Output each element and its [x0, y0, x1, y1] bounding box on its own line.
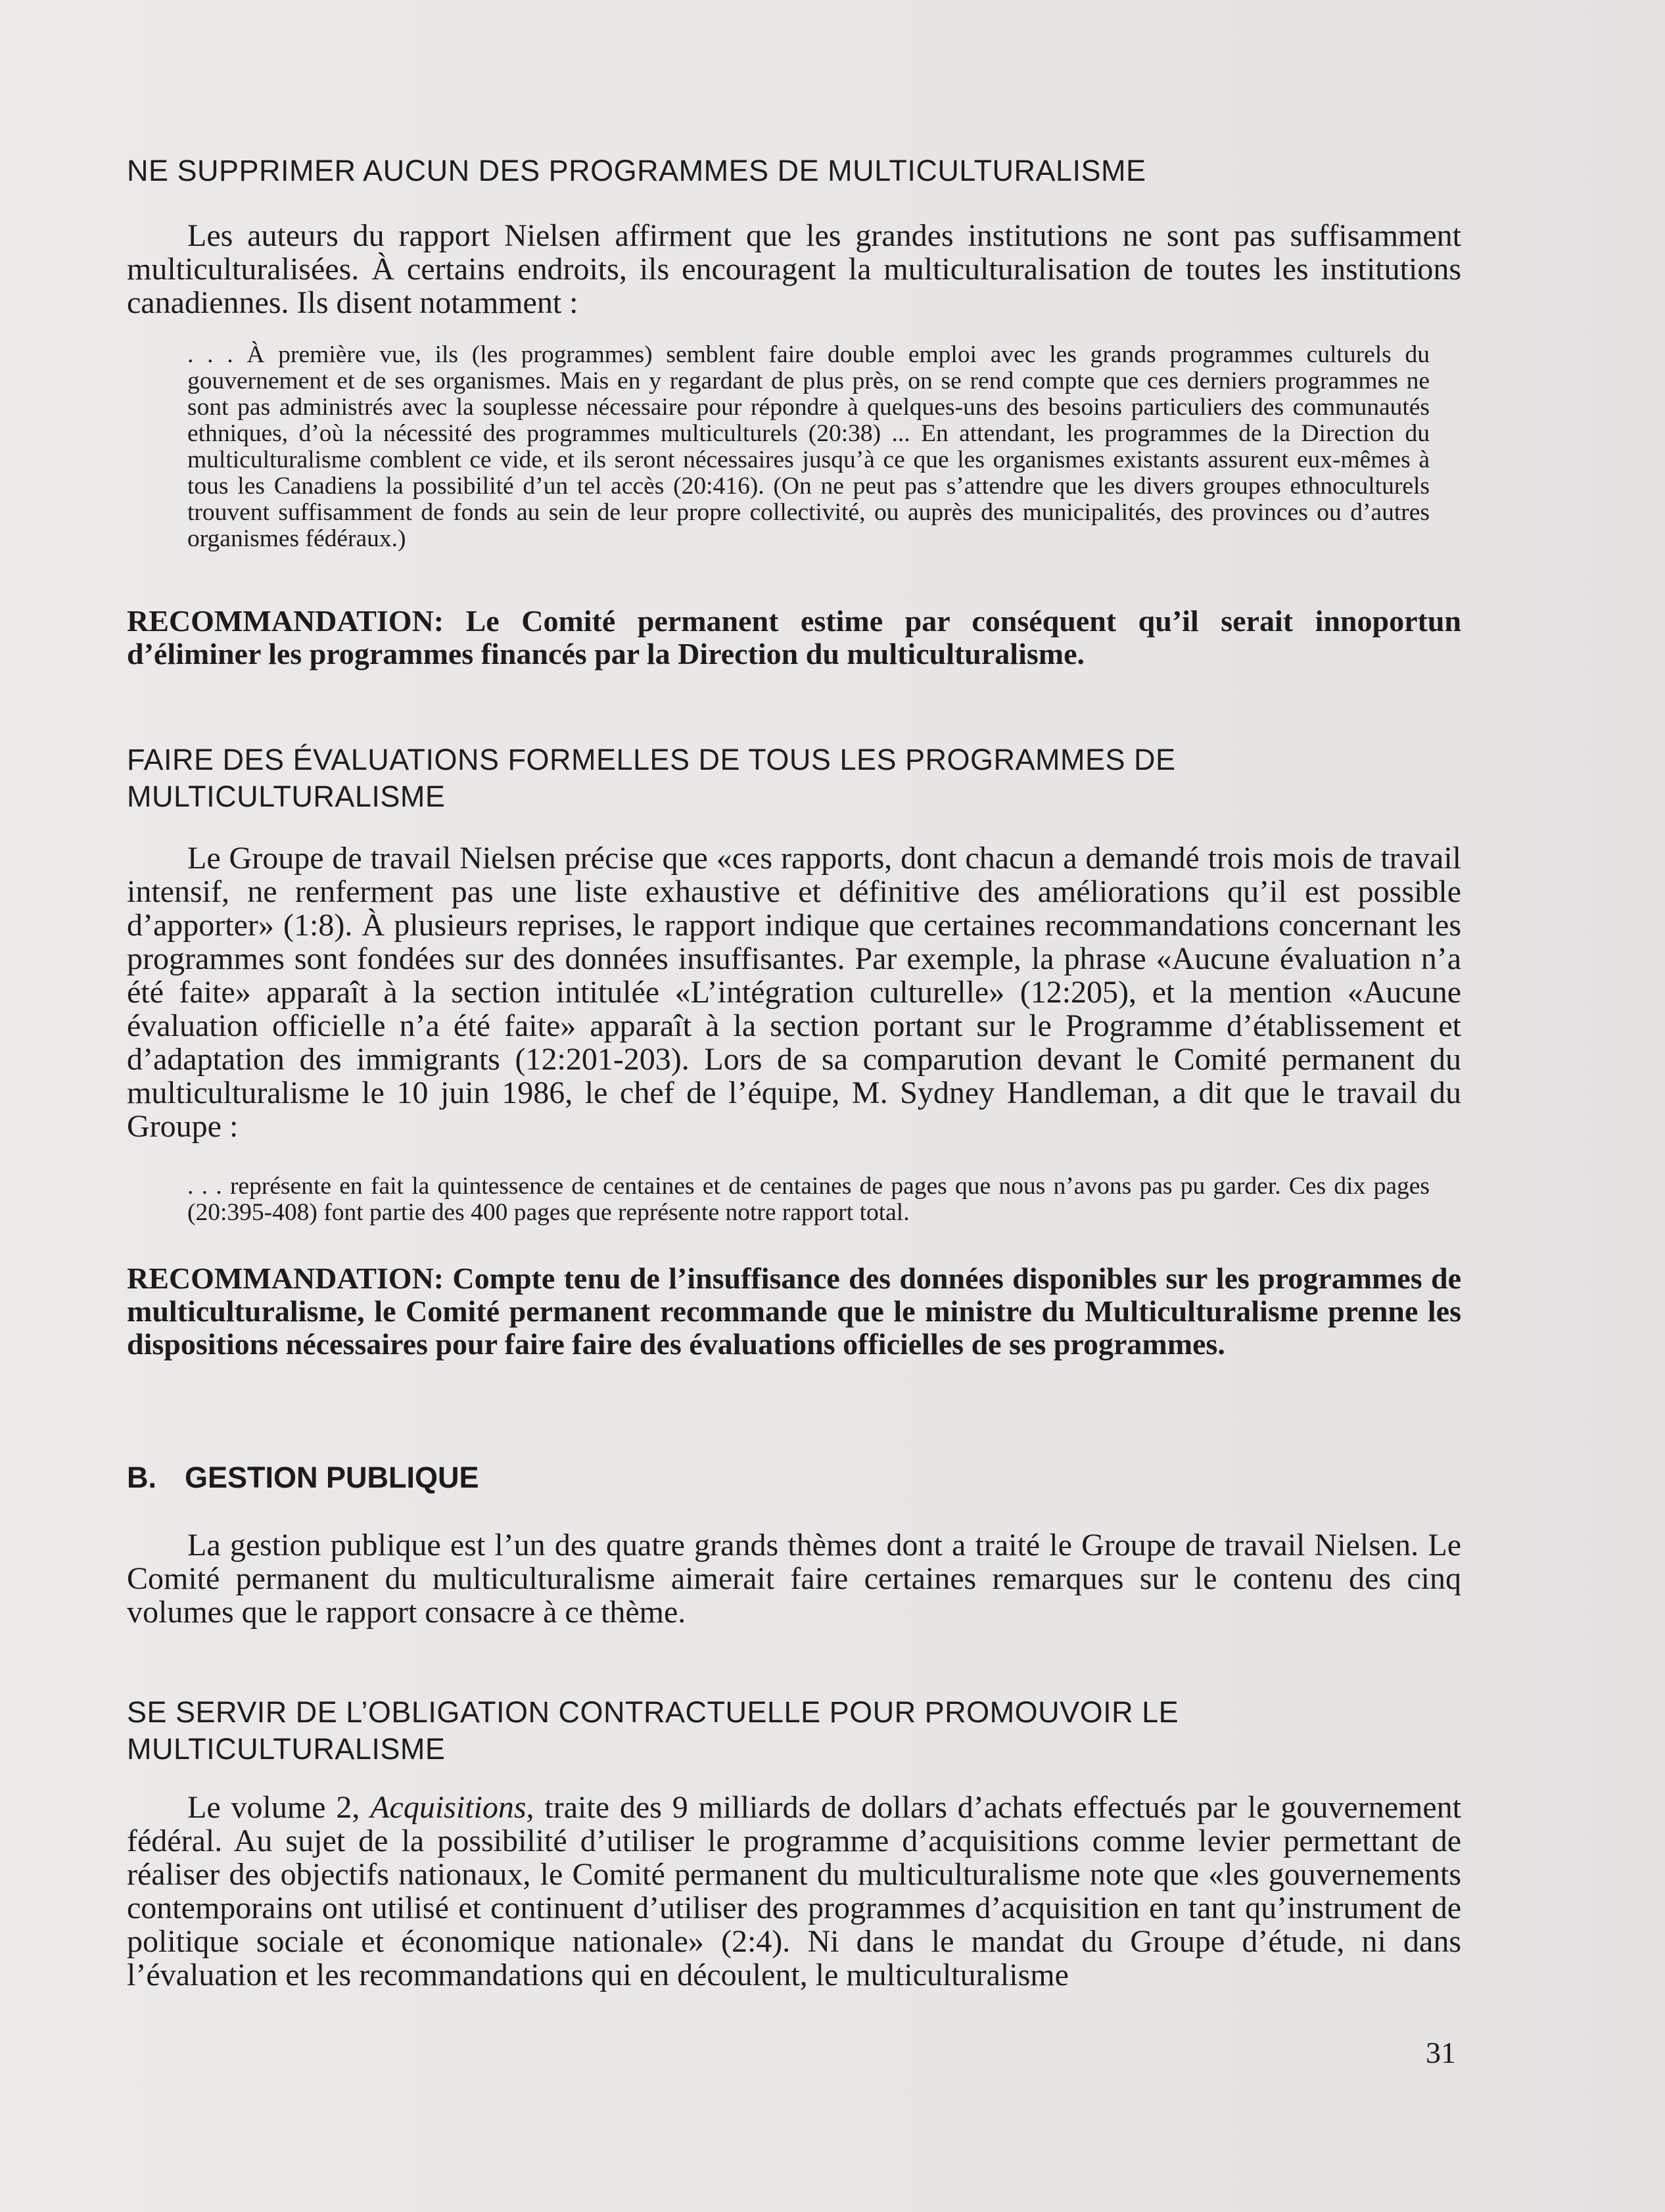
volume-title: Acquisitions [370, 1790, 527, 1825]
section-label: B. [127, 1461, 156, 1494]
page-number: 31 [1426, 2036, 1456, 2069]
section-1-quote: . . . À première vue, ils (les programmes) semblent faire double emploi avec les grands programmes culturels du gouvernement et de ses organismes. Mais en y regardant de plus près, on se rend compte que ces derniers programmes ne sont pas administrés avec la souplesse nécessaire pour répondre à quelques-uns des besoins particuliers des communautés ethniques, d’où la nécessité des programmes multiculturels (20:38) ... En attendant, les programmes de la Direction du multiculturalisme comblent ce vide, et ils seront nécessaires jusqu’à ce que les organismes existants assurent eux-mêmes à tous les Canadiens la possibilité d’un tel accès (20:416). (On ne peut pas s’attendre que les divers groupes ethnoculturels trouvent suffisamment de fonds au sein de leur propre collectivité, ou auprès des municipalités, des provinces ou d’autres organismes fédéraux.) [187, 341, 1430, 552]
paragraph-lead: Le volume 2, [187, 1790, 371, 1825]
section-4-paragraph [127, 1791, 1461, 1992]
section-2-paragraph: Le Groupe de travail Nielsen précise que «ces rapports, dont chacun a demandé trois mois de travail intensif, ne renferment pas une liste exhaustive et définitive des améliorations qu’il est possible d’apporter» (1:8). À plusieurs reprises, le rapport indique que certaines recommandations concernant les programmes sont fondées sur des données insuffisantes. Par exemple, la phrase «Aucune évaluation n’a été faite» apparaît à la section intitulée «L’intégration culturelle» (12:205), et la mention «Aucune évaluation officielle n’a été faite» apparaît à la section portant sur le Programme d’établissement et d’adaptation des immigrants (12:201-203). Lors de sa comparution devant le Comité permanent du multiculturalisme le 10 juin 1986, le chef de l’équipe, M. Sydney Handleman, a dit que le travail du Groupe : [127, 841, 1461, 1144]
section-3-paragraph: La gestion publique est l’un des quatre grands thèmes dont a traité le Groupe de travail Nielsen. Le Comité permanent du multiculturalisme aimerait faire certaines remarques sur le contenu des cinq volumes que le rapport consacre à ce thème. [127, 1528, 1461, 1630]
section-1-paragraph: Les auteurs du rapport Nielsen affirment que les grandes institutions ne sont pas suffisamment multiculturalisées. À certains endroits, ils encouragent la multiculturalisation de toutes les institutions canadiennes. Ils disent notamment : [127, 218, 1461, 320]
section-heading-ne-supprimer: NE SUPPRIMER AUCUN DES PROGRAMMES DE MULTICULTURALISME [127, 154, 1146, 187]
section-heading-gestion-publique [127, 1461, 1461, 1495]
section-heading-line: MULTICULTURALISME [127, 1732, 446, 1766]
section-title: GESTION PUBLIQUE [185, 1461, 479, 1494]
section-heading-line: SE SERVIR DE L’OBLIGATION CONTRACTUELLE POUR PROMOUVOIR LE [127, 1695, 1179, 1729]
section-heading-evaluations [127, 741, 1461, 815]
section-heading-obligation-contractuelle [127, 1694, 1461, 1768]
section-1-recommendation: RECOMMANDATION: Le Comité permanent estime par conséquent qu’il serait innoportun d’éliminer les programmes financés par la Direction du multiculturalisme. [127, 604, 1461, 671]
section-heading-line: FAIRE DES ÉVALUATIONS FORMELLES DE TOUS LES PROGRAMMES DE [127, 743, 1176, 776]
section-heading-line: MULTICULTURALISME [127, 780, 446, 813]
paragraph-rest: , traite des 9 milliards de dollars d’achats effectués par le gouvernement fédéral. Au sujet de la possibilité d’utiliser le programme d’acquisitions comme levier permettant de réaliser des objectifs nationaux, le Comité permanent du multiculturalisme note que «les gouvernements contemporains ont utilisé et continuent d’utiliser des programmes d’acquisition en tant qu’instrument de politique sociale et économique nationale» (2:4). Ni dans le mandat du Groupe d’étude, ni dans l’évaluation et les recommandations qui en découlent, le multiculturalisme [127, 1790, 1461, 1992]
section-2-quote: . . . représente en fait la quintessence de centaines et de centaines de pages que nous n’avons pas pu garder. Ces dix pages (20:395-408) font partie des 400 pages que représente notre rapport total. [187, 1173, 1430, 1226]
section-2-recommendation: RECOMMANDATION: Compte tenu de l’insuffisance des données disponibles sur les programmes de multiculturalisme, le Comité permanent recommande que le ministre du Multiculturalisme prenne les dispositions nécessaires pour faire faire des évaluations officielles de ses programmes. [127, 1261, 1461, 1361]
